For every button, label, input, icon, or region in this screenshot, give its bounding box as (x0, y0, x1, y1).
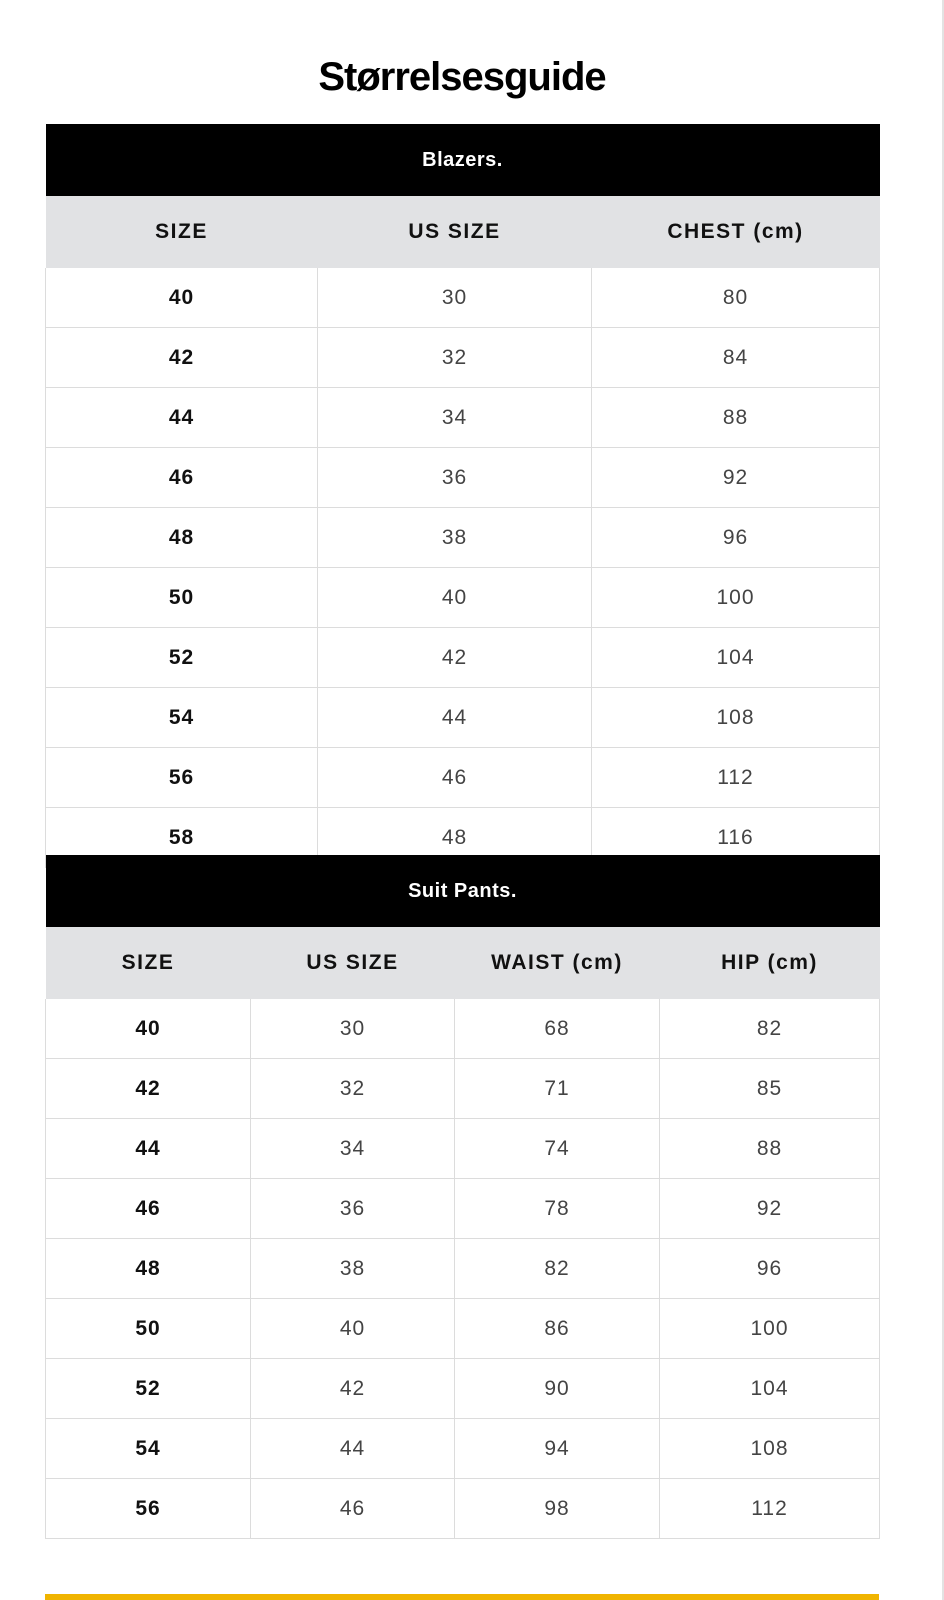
suit-pants-table-row (46, 1419, 880, 1479)
blazers-cell-chest: 100 (592, 568, 880, 628)
blazers-cell-chest: 88 (592, 388, 880, 448)
suit-pants-cell-hip: 85 (660, 1059, 880, 1119)
suit-pants-cell-hip: 100 (660, 1299, 880, 1359)
suit-pants-header-hip: HIP (cm) (660, 927, 880, 999)
blazers-cell-chest: 96 (592, 508, 880, 568)
suit-pants-header-waist: WAIST (cm) (455, 927, 660, 999)
suit-pants-cell-waist: 74 (455, 1119, 660, 1179)
blazers-cell-us-size: 30 (318, 268, 592, 328)
blazers-cell-us-size: 34 (318, 388, 592, 448)
suit-pants-cell-us-size: 34 (251, 1119, 455, 1179)
suit-pants-cell-us-size: 44 (251, 1419, 455, 1479)
suit-pants-cell-us-size: 42 (251, 1359, 455, 1419)
suit-pants-table-row (46, 1239, 880, 1299)
blazers-cell-size: 54 (46, 688, 318, 748)
blazers-header-chest: CHEST (cm) (592, 196, 880, 268)
blazers-table-row (46, 508, 880, 568)
suit-pants-cell-waist: 90 (455, 1359, 660, 1419)
blazers-table-row (46, 388, 880, 448)
suit-pants-cell-hip: 82 (660, 999, 880, 1059)
blazers-cell-size: 42 (46, 328, 318, 388)
blazers-table-row (46, 448, 880, 508)
blazers-table-row (46, 688, 880, 748)
blazers-table-row (46, 628, 880, 688)
suit-pants-table-row (46, 1059, 880, 1119)
suit-pants-cell-size: 40 (46, 999, 251, 1059)
suit-pants-cell-waist: 94 (455, 1419, 660, 1479)
blazers-cell-size: 52 (46, 628, 318, 688)
blazers-section-title: Blazers. (46, 124, 880, 196)
suit-pants-table-row (46, 1479, 880, 1539)
blazers-cell-us-size: 40 (318, 568, 592, 628)
suit-pants-table-row (46, 1179, 880, 1239)
suit-pants-cell-us-size: 46 (251, 1479, 455, 1539)
blazers-table-row (46, 268, 880, 328)
blazers-table-row (46, 328, 880, 388)
suit-pants-cell-size: 46 (46, 1179, 251, 1239)
blazers-cell-size: 40 (46, 268, 318, 328)
blazers-cell-chest: 84 (592, 328, 880, 388)
suit-pants-table-row (46, 1359, 880, 1419)
suit-pants-cell-us-size: 32 (251, 1059, 455, 1119)
blazers-cell-us-size: 32 (318, 328, 592, 388)
blazers-cell-size: 48 (46, 508, 318, 568)
blazers-cell-chest: 104 (592, 628, 880, 688)
blazers-cell-size: 46 (46, 448, 318, 508)
blazers-cell-size: 50 (46, 568, 318, 628)
suit-pants-table-row (46, 1299, 880, 1359)
suit-pants-cell-waist: 98 (455, 1479, 660, 1539)
suit-pants-cell-size: 56 (46, 1479, 251, 1539)
suit-pants-cell-us-size: 30 (251, 999, 455, 1059)
blazers-cell-chest: 92 (592, 448, 880, 508)
blazers-cell-chest: 112 (592, 748, 880, 808)
suit-pants-table-row (46, 1119, 880, 1179)
suit-pants-cell-size: 52 (46, 1359, 251, 1419)
blazers-cell-us-size: 48 (318, 808, 592, 868)
suit-pants-cell-waist: 82 (455, 1239, 660, 1299)
blazers-header-size: SIZE (46, 196, 318, 268)
suit-pants-cell-size: 44 (46, 1119, 251, 1179)
blazers-cell-chest: 80 (592, 268, 880, 328)
suit-pants-section-title: Suit Pants. (46, 855, 880, 927)
suit-pants-cell-size: 48 (46, 1239, 251, 1299)
suit-pants-cell-size: 42 (46, 1059, 251, 1119)
blazers-cell-chest: 108 (592, 688, 880, 748)
suit-pants-cell-waist: 68 (455, 999, 660, 1059)
blazers-cell-size: 44 (46, 388, 318, 448)
suit-pants-header-size: SIZE (46, 927, 251, 999)
suit-pants-cell-hip: 88 (660, 1119, 880, 1179)
blazers-header-us-size: US SIZE (318, 196, 592, 268)
page-title: Størrelsesguide (318, 54, 606, 99)
suit-pants-size-table (45, 855, 880, 1539)
suit-pants-cell-hip: 96 (660, 1239, 880, 1299)
blazers-cell-us-size: 38 (318, 508, 592, 568)
blazers-cell-us-size: 46 (318, 748, 592, 808)
blazers-cell-us-size: 44 (318, 688, 592, 748)
suit-pants-cell-hip: 104 (660, 1359, 880, 1419)
blazers-cell-size: 58 (46, 808, 318, 868)
suit-pants-cell-waist: 71 (455, 1059, 660, 1119)
suit-pants-table-row (46, 999, 880, 1059)
bottom-accent-bar (45, 1594, 879, 1600)
suit-pants-cell-waist: 86 (455, 1299, 660, 1359)
suit-pants-cell-hip: 92 (660, 1179, 880, 1239)
suit-pants-cell-size: 50 (46, 1299, 251, 1359)
blazers-cell-us-size: 36 (318, 448, 592, 508)
suit-pants-cell-us-size: 36 (251, 1179, 455, 1239)
suit-pants-cell-us-size: 40 (251, 1299, 455, 1359)
blazers-table-row (46, 748, 880, 808)
blazers-size-table (45, 124, 880, 868)
blazers-cell-us-size: 42 (318, 628, 592, 688)
suit-pants-cell-waist: 78 (455, 1179, 660, 1239)
suit-pants-cell-size: 54 (46, 1419, 251, 1479)
blazers-cell-chest: 116 (592, 808, 880, 868)
suit-pants-cell-us-size: 38 (251, 1239, 455, 1299)
suit-pants-cell-hip: 112 (660, 1479, 880, 1539)
blazers-table-row (46, 568, 880, 628)
suit-pants-header-us-size: US SIZE (251, 927, 455, 999)
blazers-cell-size: 56 (46, 748, 318, 808)
suit-pants-cell-hip: 108 (660, 1419, 880, 1479)
